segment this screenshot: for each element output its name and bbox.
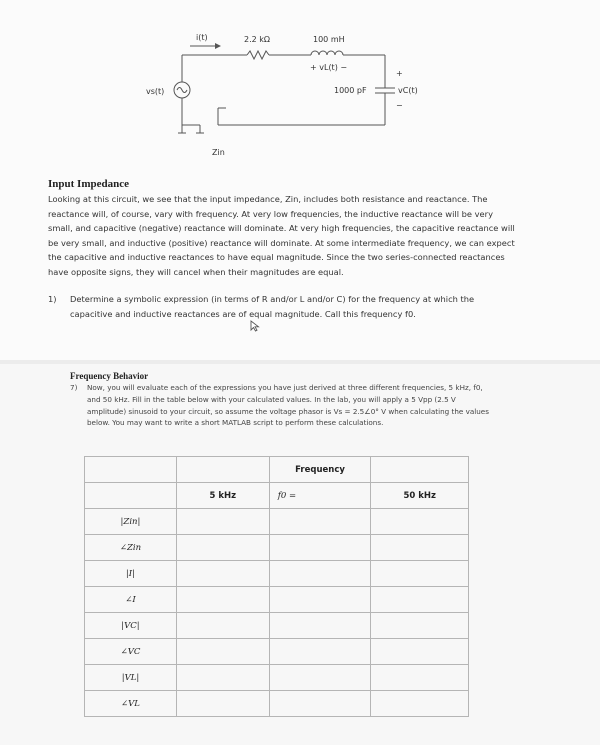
capacitor-voltage-label: vC(t) — [398, 86, 418, 95]
table-row — [85, 561, 469, 587]
table-row — [85, 587, 469, 613]
question-1-text: Determine a symbolic expression (in terms of R and/or L and/or C) for the frequency at which the capacitive and inductive reactances are of equal magnitude. Call this frequency f0. — [70, 294, 475, 319]
cell-vc-ang-50khz[interactable] — [371, 639, 469, 665]
mouse-pointer-icon — [250, 320, 262, 332]
current-label: i(t) — [196, 33, 208, 42]
row-label-zin-angle: ∠Zin — [85, 535, 177, 561]
cell-zin-mag-50khz[interactable] — [371, 509, 469, 535]
cell-vl-mag-50khz[interactable] — [371, 665, 469, 691]
cell-zin-ang-f0[interactable] — [269, 535, 371, 561]
source-label: vs(t) — [146, 87, 165, 96]
cell-i-ang-50khz[interactable] — [371, 587, 469, 613]
cell-zin-mag-f0[interactable] — [269, 509, 371, 535]
row-label-zin-magnitude: |Zin| — [85, 509, 177, 535]
resistor-label: 2.2 kΩ — [244, 35, 271, 44]
cell-zin-mag-5khz[interactable] — [176, 509, 269, 535]
inductor-label: 100 mH — [313, 35, 345, 44]
table-corner-cell — [85, 457, 177, 483]
capacitor-minus-sign: − — [396, 101, 403, 110]
frequency-group-header: Frequency — [269, 457, 371, 483]
rlc-circuit-diagram — [0, 0, 600, 175]
table-row — [85, 691, 469, 717]
table-row — [85, 613, 469, 639]
cell-vc-ang-f0[interactable] — [269, 639, 371, 665]
row-label-vl-angle: ∠VL — [85, 691, 177, 717]
row-label-i-angle: ∠I — [85, 587, 177, 613]
current-arrow-icon — [215, 43, 221, 49]
row-label-vl-magnitude: |VL| — [85, 665, 177, 691]
impedance-label: Zin — [212, 148, 225, 157]
cell-vc-mag-5khz[interactable] — [176, 613, 269, 639]
inductor-symbol — [311, 51, 343, 55]
cell-i-mag-f0[interactable] — [269, 561, 371, 587]
question-1-number: 1) — [48, 294, 57, 304]
inductor-voltage-label: + vL(t) − — [310, 63, 348, 72]
cell-vl-ang-50khz[interactable] — [371, 691, 469, 717]
table-row — [85, 665, 469, 691]
table-row — [85, 639, 469, 665]
resistor-symbol — [247, 51, 269, 59]
column-header-50khz: 50 kHz — [371, 483, 469, 509]
cell-vc-mag-50khz[interactable] — [371, 613, 469, 639]
column-header-5khz: 5 kHz — [176, 483, 269, 509]
question-7-number: 7) — [70, 383, 78, 392]
cell-i-mag-50khz[interactable] — [371, 561, 469, 587]
cell-vl-mag-f0[interactable] — [269, 665, 371, 691]
frequency-table — [84, 456, 469, 717]
cell-vl-mag-5khz[interactable] — [176, 665, 269, 691]
cell-vl-ang-5khz[interactable] — [176, 691, 269, 717]
row-label-vc-angle: ∠VC — [85, 639, 177, 665]
input-impedance-paragraph: Looking at this circuit, we see that the input impedance, Zin, includes both resistance and reactance. The reactance will, of course, vary with frequency. At very low frequencies, the inductive reactance will be very small, and capacitive (negative) reactance will dominate. At very high frequencies, the capacitive reactance will be very small, and inductive (positive) reactance will dominate. At some intermediate frequency, we can expect the capacitive and inductive reactances to have equal magnitude. Since the two series-connected reactances have opposite signs, they will cancel when their magnitudes are equal. — [48, 194, 515, 277]
table-row — [85, 535, 469, 561]
cell-i-mag-5khz[interactable] — [176, 561, 269, 587]
cell-i-ang-5khz[interactable] — [176, 587, 269, 613]
table-row — [85, 509, 469, 535]
cell-vc-mag-f0[interactable] — [269, 613, 371, 639]
cell-zin-ang-50khz[interactable] — [371, 535, 469, 561]
cell-vc-ang-5khz[interactable] — [176, 639, 269, 665]
capacitor-label: 1000 pF — [334, 86, 367, 95]
question-7-text: Now, you will evaluate each of the expressions you have just derived at three different frequencies, 5 kHz, f0, and 50 kHz. Fill in the table below with your calculated values. In the lab, you will apply a 5 Vpp (2.5 V amplitude) sinusoid to your circuit, so assume the voltage phasor is Vs = 2.5∠0° V when calculating the values below. You may want to write a short MATLAB script to perform these calculations. — [87, 383, 489, 428]
row-label-vc-magnitude: |VC| — [85, 613, 177, 639]
cell-i-ang-f0[interactable] — [269, 587, 371, 613]
input-impedance-heading: Input Impedance — [48, 178, 129, 190]
column-header-f0: f0 = — [269, 483, 371, 509]
row-label-i-magnitude: |I| — [85, 561, 177, 587]
cell-vl-ang-f0[interactable] — [269, 691, 371, 717]
frequency-behavior-heading: Frequency Behavior — [70, 371, 149, 381]
capacitor-plus-sign: + — [396, 69, 403, 78]
cell-zin-ang-5khz[interactable] — [176, 535, 269, 561]
